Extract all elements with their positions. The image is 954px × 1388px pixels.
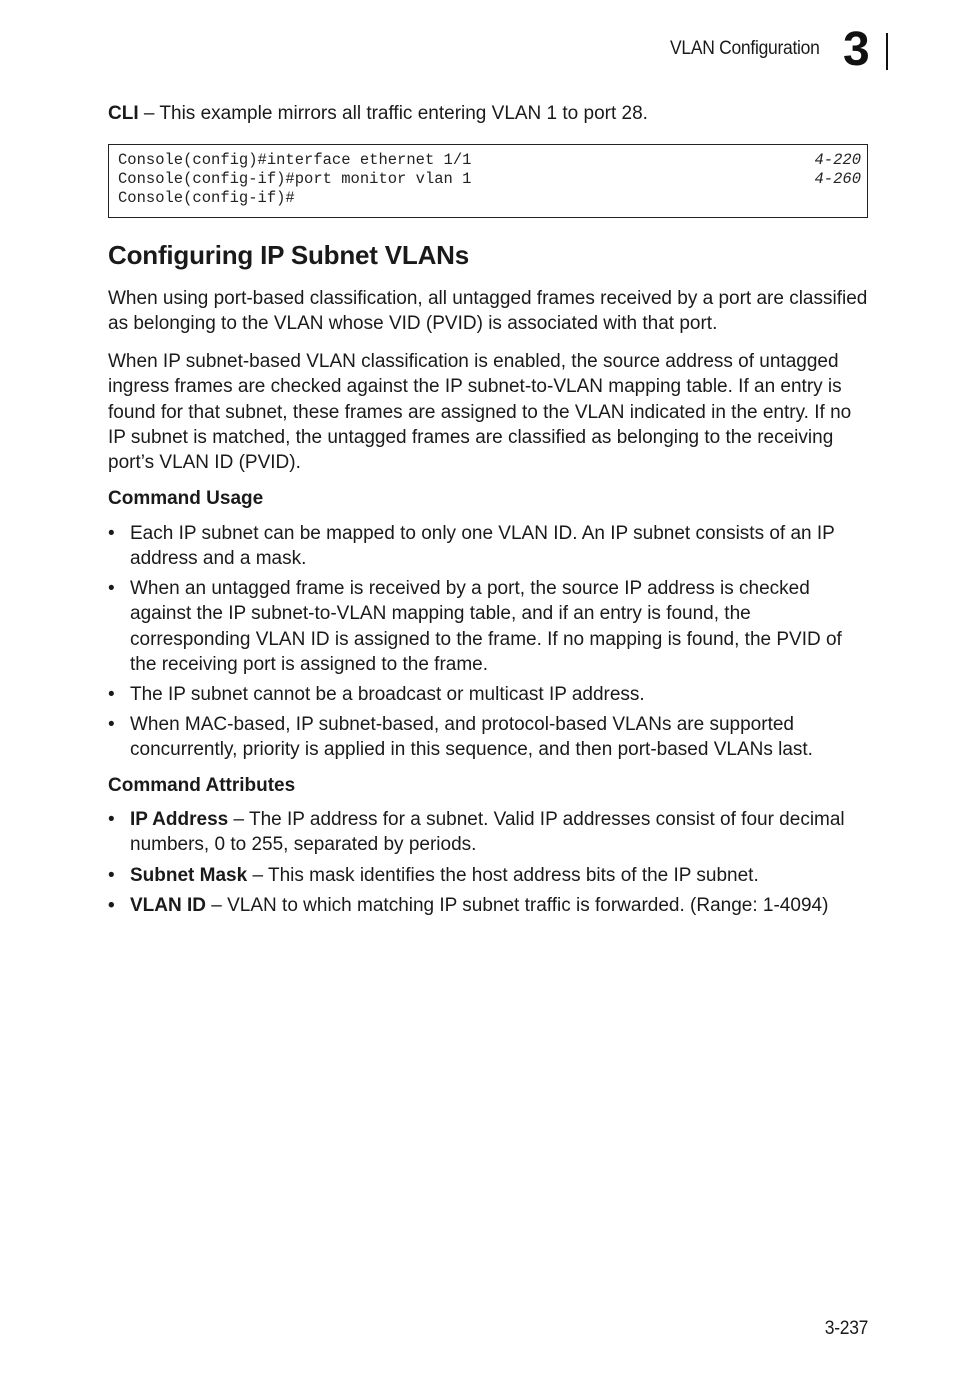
code-ref-1: 4-220: [814, 151, 861, 169]
cli-label: CLI: [108, 103, 139, 124]
intro-paragraph-2: When IP subnet-based VLAN classification is enabled, the source address of untagged ingress frames are checked against the IP subnet-to-VLAN mapping table. If an entry is found for that subnet, these frames are assigned to the VLAN indicated in the entry. If no IP subnet is matched, the untagged frames are classified as belonging to the receiving port’s VLAN ID (PVID).: [108, 351, 852, 474]
code-example: [108, 144, 868, 218]
code-line-1: Console(config)#interface ethernet 1/1: [118, 151, 472, 169]
code-line-2: Console(config-if)#port monitor vlan 1: [118, 170, 472, 188]
usage-list-item: [108, 521, 870, 572]
attribute-desc: – VLAN to which matching IP subnet traffic is forwarded. (Range: 1-4094): [206, 895, 829, 916]
attribute-desc: – The IP address for a subnet. Valid IP addresses consist of four decimal numbers, 0 to 255, separated by periods.: [130, 809, 845, 856]
attribute-list-item: [108, 893, 870, 918]
chapter-number: 3: [843, 23, 870, 76]
attribute-list-item: [108, 863, 870, 888]
code-ref-2: 4-260: [814, 170, 861, 188]
usage-item-text: The IP subnet cannot be a broadcast or multicast IP address.: [130, 684, 645, 705]
attribute-item: [130, 863, 870, 888]
usage-list-item: [108, 712, 870, 763]
bullet-mark: •: [108, 809, 115, 830]
intro-paragraph-1: When using port-based classification, all untagged frames received by a port are classified as belonging to the VLAN whose VID (PVID) is associated with that port.: [108, 288, 868, 335]
attribute-item: [130, 893, 870, 918]
page-number: 3-237: [824, 1318, 868, 1339]
usage-item-text: When an untagged frame is received by a port, the source IP address is checked against the IP subnet-to-VLAN mapping table, and if an entry is found, the corresponding VLAN ID is assigned to the frame. If no mapping is found, the PVID of the receiving port is assigned to the frame.: [130, 578, 842, 675]
usage-item-text: Each IP subnet can be mapped to only one VLAN ID. An IP subnet consists of an IP address and a mask.: [130, 523, 835, 570]
bullet-mark: •: [108, 895, 115, 916]
usage-item-text: When MAC-based, IP subnet-based, and protocol-based VLANs are supported concurrently, priority is applied in this sequence, and then port-based VLANs last.: [130, 714, 813, 761]
chapter-rule: [886, 33, 888, 70]
attribute-term: IP Address: [130, 809, 229, 830]
running-header-title: VLAN Configuration: [670, 38, 820, 59]
cli-intro-text: – This example mirrors all traffic entering VLAN 1 to port 28.: [138, 103, 648, 124]
attribute-list-item: [108, 807, 870, 858]
command-usage-heading: Command Usage: [108, 488, 264, 509]
attribute-item: [130, 807, 870, 858]
usage-list-item: [108, 682, 870, 707]
bullet-mark: •: [108, 865, 115, 886]
bullet-mark: •: [108, 578, 115, 599]
bullet-mark: •: [108, 684, 115, 705]
command-attributes-heading: Command Attributes: [108, 775, 296, 796]
section-heading: Configuring IP Subnet VLANs: [108, 240, 469, 270]
attribute-desc: – This mask identifies the host address bits of the IP subnet.: [247, 865, 759, 886]
usage-list-item: [108, 576, 870, 677]
bullet-mark: •: [108, 714, 115, 735]
cli-intro: [108, 101, 648, 126]
code-line-3: Console(config-if)#: [118, 189, 295, 207]
attribute-term: Subnet Mask: [130, 865, 248, 886]
attribute-term: VLAN ID: [130, 895, 206, 916]
bullet-mark: •: [108, 523, 115, 544]
